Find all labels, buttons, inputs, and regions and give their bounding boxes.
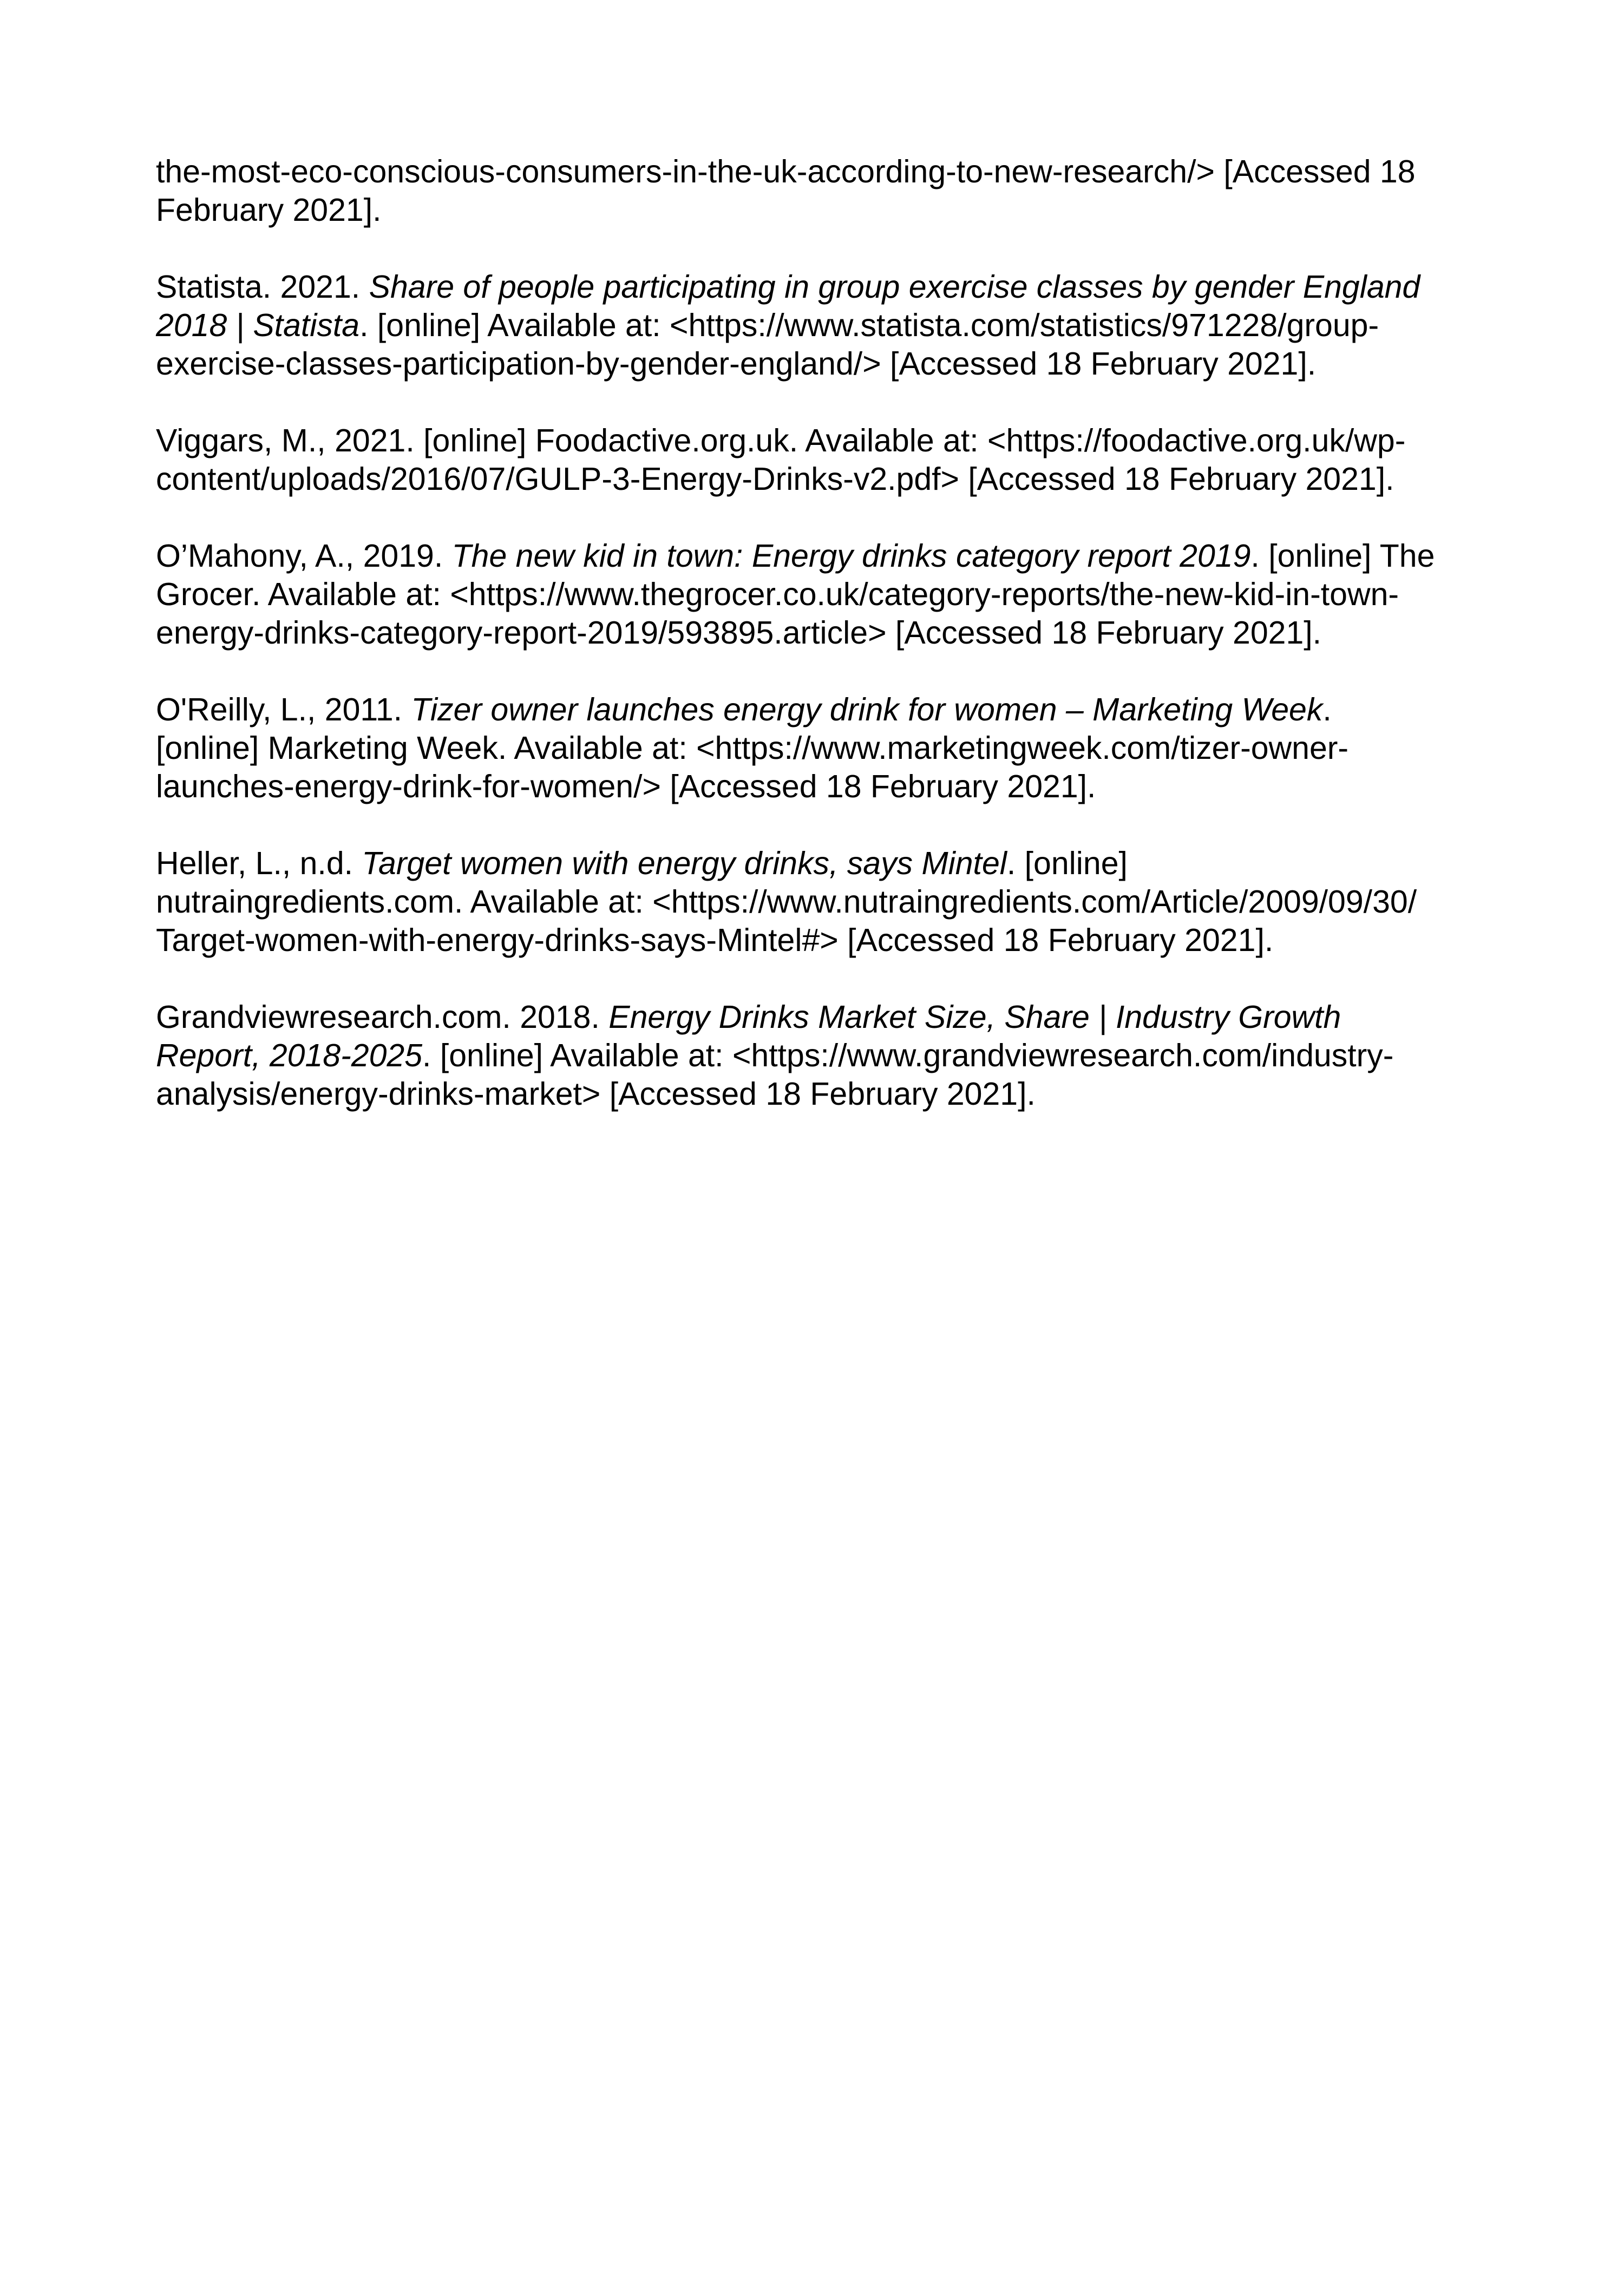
- reference-author-date: Statista. 2021.: [156, 269, 369, 305]
- reference-title: Share of people participating in group exercise classes by gender England 2018 | Statista: [156, 269, 1420, 343]
- reference-item: [156, 153, 1493, 230]
- reference-item: [156, 537, 1493, 652]
- reference-title: Tizer owner launches energy drink for women – Marketing Week: [411, 692, 1323, 727]
- reference-text: Viggars, M., 2021. [online] Foodactive.org.uk. Available at: <https://foodactive.org.uk/wp- content/uploads/2016/07/GULP-3-Energy-Drinks-v2.pdf> [Accessed 18 February 2021].: [156, 423, 1406, 497]
- reference-item: [156, 268, 1493, 383]
- reference-item: [156, 998, 1493, 1113]
- reference-source: . [online] nutraingredients.com. Available at: <https://www.nutraingredients.com/Article/2009/09/30/ Target-women-with-energy-drinks-says-Mintel#> [Accessed 18 February 2021].: [156, 845, 1417, 958]
- reference-text: the-most-eco-conscious-consumers-in-the-uk-according-to-new-research/> [Accessed 18 February 2021].: [156, 154, 1416, 228]
- reference-source: . [online] Marketing Week. Available at: <https://www.marketingweek.com/tizer-owner- launches-energy-drink-for-women/> [Accessed 18 February 2021].: [156, 692, 1349, 804]
- reference-source: . [online] The Grocer. Available at: <https://www.thegrocer.co.uk/category-reports/the-new-kid-in-town- energy-drinks-category-report-2019/593895.article> [Accessed 18 February 2021].: [156, 538, 1435, 651]
- reference-title: The new kid in town: Energy drinks category report 2019: [451, 538, 1251, 574]
- reference-item: [156, 691, 1493, 806]
- reference-title: Energy Drinks Market Size, Share | Industry Growth Report, 2018-2025: [156, 999, 1341, 1073]
- reference-title: Target women with energy drinks, says Mintel: [362, 845, 1007, 881]
- reference-author-date: O’Mahony, A., 2019.: [156, 538, 452, 574]
- reference-list: [156, 153, 1493, 1152]
- reference-item: [156, 422, 1493, 499]
- reference-source: . [online] Available at: <https://www.grandviewresearch.com/industry- analysis/energy-drinks-market> [Accessed 18 February 2021].: [156, 1038, 1394, 1112]
- reference-source: . [online] Available at: <https://www.statista.com/statistics/971228/group- exercise-classes-participation-by-gender-england/> [Accessed 18 February 2021].: [156, 307, 1379, 382]
- reference-author-date: O'Reilly, L., 2011.: [156, 692, 411, 727]
- reference-author-date: Grandviewresearch.com. 2018.: [156, 999, 609, 1035]
- reference-item: [156, 844, 1493, 960]
- reference-author-date: Heller, L., n.d.: [156, 845, 362, 881]
